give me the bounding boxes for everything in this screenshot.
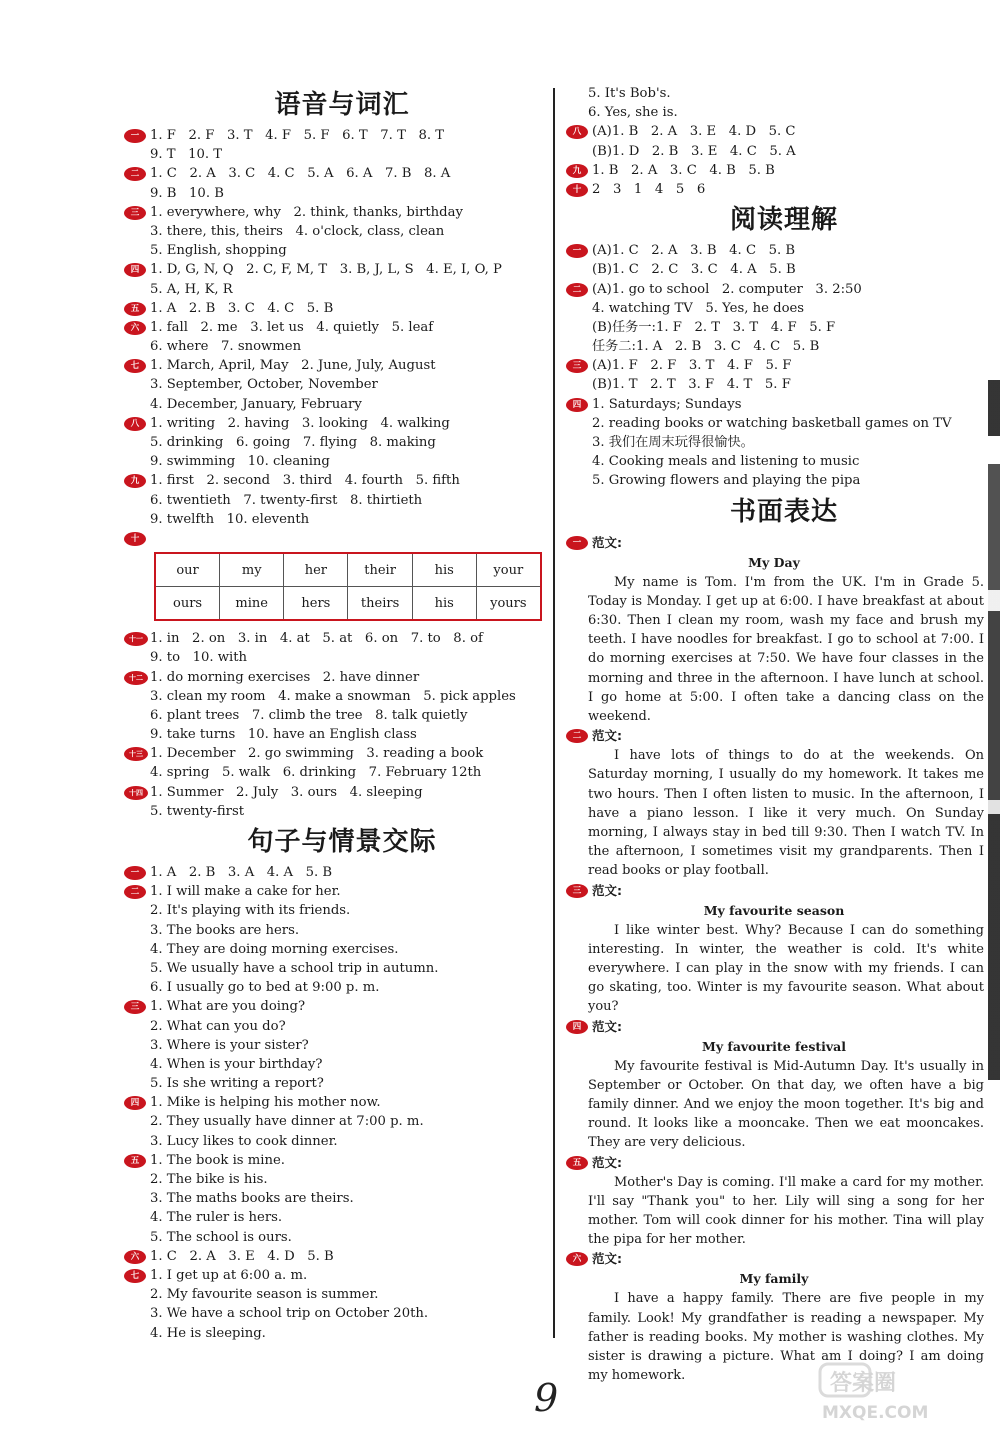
pronoun-table-cell: theirs <box>348 587 412 621</box>
section-number-badge: 五 <box>124 1154 146 1168</box>
pronoun-table-cell: mine <box>220 587 284 621</box>
answer-text: 6. Yes, she is. <box>588 105 678 121</box>
pronoun-table-cell: his <box>412 553 476 587</box>
section-number-badge: 三 <box>566 884 588 898</box>
answer-text: 9. twelfth 10. eleventh <box>150 511 310 527</box>
answer-text: (A)1. C 2. A 3. B 4. C 5. B <box>592 243 796 259</box>
answer-line <box>122 1151 542 1170</box>
answer-line <box>564 318 984 337</box>
answer-text: 9. swimming 10. cleaning <box>150 454 330 470</box>
section-heading: 书面表达 <box>729 496 838 527</box>
answer-line <box>564 452 984 471</box>
essay-text: I have lots of things to do at the weekends. On Saturday morning, I usually do my homework. It takes me two hours. Then I often listen to music. In the afternoon, I have a piano lesson. I like it very much. On Sunday morning, I always stay in bed till 9:30. Then I watch TV. In the afternoon, I sometimes visit my grandparents. Then I read books or play football. <box>588 748 984 879</box>
answer-text: 1. A 2. B 3. A 4. A 5. B <box>150 865 333 880</box>
answer-text: 2. It's playing with its friends. <box>150 903 351 919</box>
answer-line <box>122 1228 542 1247</box>
answer-line <box>122 1266 542 1285</box>
answer-text: 1. December 2. go swimming 3. reading a book <box>150 746 484 762</box>
answer-line <box>122 940 542 959</box>
section-number-badge: 四 <box>124 263 146 277</box>
right-column <box>564 84 984 1385</box>
answer-line <box>122 1017 542 1036</box>
column-divider <box>553 88 555 1338</box>
answer-text: (B)1. T 2. T 3. F 4. T 5. F <box>592 377 791 393</box>
pronoun-table-cell: your <box>476 553 541 587</box>
section-number-badge: 七 <box>124 359 146 373</box>
answer-text: 4. spring 5. walk 6. drinking 7. February 12th <box>150 765 482 781</box>
answer-line <box>122 414 542 433</box>
answer-text: 1. first 2. second 3. third 4. fourth 5. fifth <box>150 473 460 489</box>
answer-text: (B)1. D 2. B 3. E 4. C 5. A <box>592 143 796 159</box>
model-essay-label-text: 范文: <box>592 534 622 550</box>
section-heading: 语音与词汇 <box>274 90 410 120</box>
answer-line <box>564 84 984 103</box>
answer-line <box>122 145 542 164</box>
section-number-badge: 八 <box>124 417 146 431</box>
section-number-badge: 十四 <box>124 786 148 800</box>
pronoun-table-cell: yours <box>476 587 541 621</box>
answer-text: 1. do morning exercises 2. have dinner <box>150 669 420 685</box>
model-essay-label <box>564 881 984 901</box>
answer-line <box>122 375 542 394</box>
answer-text: 1. B 2. A 3. C 4. B 5. B <box>592 162 775 178</box>
answer-text: 6. twentieth 7. twenty-first 8. thirtieth <box>150 492 423 508</box>
answer-line <box>122 164 542 183</box>
answer-text: 4. The ruler is hers. <box>150 1210 283 1226</box>
answer-text: 5. The school is ours. <box>150 1229 292 1245</box>
answer-text: 1. What are you doing? <box>150 999 306 1015</box>
answer-line <box>564 180 984 199</box>
section-number-badge: 四 <box>566 1020 588 1034</box>
answer-line <box>564 356 984 375</box>
answer-text: 1. March, April, May 2. June, July, August <box>150 358 436 374</box>
section-number-badge: 一 <box>124 129 146 143</box>
answer-text: 3. clean my room 4. make a snowman 5. pick apples <box>150 688 516 704</box>
answer-text: 2. They usually have dinner at 7:00 p. m. <box>150 1114 424 1130</box>
answer-line <box>564 299 984 318</box>
section-number-badge: 五 <box>124 302 146 316</box>
answer-text: 1. everywhere, why 2. think, thanks, birthday <box>150 204 463 220</box>
pronoun-table-row <box>155 553 541 587</box>
section-number-badge: 七 <box>124 1269 146 1283</box>
answer-line <box>564 103 984 122</box>
answer-text: 4. Cooking meals and listening to music <box>592 454 860 470</box>
model-essay-label <box>564 1017 984 1037</box>
essay-title: My favourite season <box>703 902 845 918</box>
model-essay-label-text: 范文: <box>592 1251 622 1267</box>
answer-line <box>122 529 542 548</box>
answer-text: (B)1. C 2. C 3. C 4. A 5. B <box>592 262 796 278</box>
answer-text: 6. I usually go to bed at 9:00 p. m. <box>150 980 380 996</box>
section-number-badge: 四 <box>566 398 588 412</box>
answer-text: 1. F 2. F 3. T 4. F 5. F 6. T 7. T 8. T <box>150 128 445 143</box>
section-number-badge: 九 <box>566 164 588 178</box>
answer-text: 4. He is sleeping. <box>150 1325 266 1341</box>
answer-text: 9. to 10. with <box>150 650 248 666</box>
section-number-badge: 八 <box>566 125 588 139</box>
answer-line <box>122 882 542 901</box>
answer-text: 1. D, G, N, Q 2. C, F, M, T 3. B, J, L, S 4. E, I, O, P <box>150 262 502 278</box>
answer-text: 2 3 1 4 5 6 <box>592 181 706 197</box>
answer-line <box>122 802 542 821</box>
answer-text: 5. twenty-first <box>150 803 245 819</box>
answer-line <box>564 471 984 490</box>
model-essay-label-text: 范文: <box>592 728 622 744</box>
section-heading: 句子与情景交际 <box>247 827 437 857</box>
answer-line <box>122 1132 542 1151</box>
answer-line <box>122 126 542 145</box>
section-number-badge: 四 <box>124 1096 146 1110</box>
section-number-badge: 六 <box>566 1252 588 1266</box>
answer-line <box>122 491 542 510</box>
essay-paragraph <box>564 746 984 880</box>
answer-text: (A)1. go to school 2. computer 3. 2:50 <box>592 281 862 297</box>
answer-line <box>122 1324 542 1343</box>
section-number-badge: 九 <box>124 474 146 488</box>
section-number-badge: 二 <box>566 283 588 297</box>
answer-line <box>122 1093 542 1112</box>
watermark-top-text: 答案圈 <box>830 1371 897 1396</box>
pronoun-table-cell: his <box>412 587 476 621</box>
answer-text: 9. B 10. B <box>150 185 224 201</box>
page-edge-strip <box>988 380 1000 1080</box>
answer-text: 1. Mike is helping his mother now. <box>150 1095 381 1111</box>
model-essay-label <box>564 726 984 746</box>
essay-text: Mother's Day is coming. I'll make a card for my mother. I'll say "Thank you" to her. Lily will sing a song for her mother. Tom will cook dinner for his mother. Tina will play the pipa for her mother. <box>588 1174 984 1248</box>
answer-line <box>122 222 542 241</box>
answer-text: 5. It's Bob's. <box>588 86 671 101</box>
left-column <box>122 84 542 1343</box>
answer-line <box>564 433 984 452</box>
answer-line <box>122 744 542 763</box>
answer-line <box>122 901 542 920</box>
answer-text: 2. reading books or watching basketball games on TV <box>592 415 952 431</box>
section-number-badge: 一 <box>566 536 588 550</box>
answer-text: 4. December, January, February <box>150 396 362 412</box>
section-number-badge: 十 <box>124 532 146 546</box>
answer-line <box>122 184 542 203</box>
answer-line <box>122 978 542 997</box>
section-number-badge: 十一 <box>124 632 148 646</box>
answer-line <box>122 763 542 782</box>
answer-line <box>122 1112 542 1131</box>
answer-text: 5. Growing flowers and playing the pipa <box>592 473 861 489</box>
answer-text: 3. 我们在周末玩得很愉快。 <box>592 435 754 450</box>
answer-line <box>122 510 542 529</box>
answer-line <box>122 706 542 725</box>
answer-line <box>122 959 542 978</box>
essay-paragraph <box>564 921 984 1017</box>
answer-line <box>122 1036 542 1055</box>
answer-line <box>122 433 542 452</box>
answer-line <box>122 997 542 1016</box>
model-essay-label-text: 范文: <box>592 1154 622 1170</box>
answer-line <box>122 863 542 882</box>
answer-line <box>122 260 542 279</box>
answer-line <box>564 122 984 141</box>
section-number-badge: 二 <box>124 885 146 899</box>
answer-text: 1. C 2. A 3. E 4. D 5. B <box>150 1248 334 1264</box>
answer-text: 1. in 2. on 3. in 4. at 5. at 6. on 7. to 8. of <box>150 631 483 647</box>
essay-title: My favourite festival <box>701 1038 847 1054</box>
answer-line <box>122 1055 542 1074</box>
answer-text: 1. Summer 2. July 3. ours 4. sleeping <box>150 784 423 800</box>
answer-text: 6. where 7. snowmen <box>150 339 302 355</box>
answer-line <box>122 241 542 260</box>
answer-text: 2. The bike is his. <box>150 1172 268 1187</box>
watermark-logo <box>818 1362 988 1422</box>
pronoun-table-cell: ours <box>155 587 220 621</box>
answer-line <box>122 452 542 471</box>
answer-line <box>122 356 542 375</box>
section-number-badge: 一 <box>566 244 588 258</box>
answer-line <box>122 648 542 667</box>
answer-line <box>122 280 542 299</box>
model-essay-label <box>564 533 984 553</box>
answer-text: 4. When is your birthday? <box>150 1056 323 1072</box>
answer-line <box>122 921 542 940</box>
answer-text: 1. I will make a cake for her. <box>150 884 341 900</box>
model-essay-label-text: 范文: <box>592 882 622 898</box>
model-essay-label <box>564 1249 984 1269</box>
answer-text: 3. We have a school trip on October 20th. <box>150 1306 429 1322</box>
section-number-badge: 一 <box>124 866 146 880</box>
pronoun-table-cell: her <box>284 553 348 587</box>
answer-line <box>564 260 984 279</box>
answer-text: 1. writing 2. having 3. looking 4. walking <box>150 415 450 431</box>
answer-text: 3. Where is your sister? <box>150 1037 309 1053</box>
answer-text: 3. September, October, November <box>150 377 378 393</box>
answer-text: 3. there, this, theirs 4. o'clock, class, clean <box>150 223 445 239</box>
section-number-badge: 三 <box>566 359 588 373</box>
answer-line <box>564 280 984 299</box>
answer-line <box>564 414 984 433</box>
essay-paragraph <box>564 573 984 727</box>
answer-line <box>122 203 542 222</box>
answer-text: 4. watching TV 5. Yes, he does <box>592 300 805 316</box>
answer-text: 1. fall 2. me 3. let us 4. quietly 5. leaf <box>150 319 434 335</box>
model-essay-label-text: 范文: <box>592 1018 622 1034</box>
answer-line <box>122 1074 542 1093</box>
answer-text: 2. What can you do? <box>150 1018 286 1034</box>
essay-text: My name is Tom. I'm from the UK. I'm in Grade 5. Today is Monday. I get up at 6:00. I have breakfast at about 6:30. Then I clean my room, wash my face and brush my teeth. I have noodles for breakfast. I go to school at 7:00. I do morning exercises at 7:50. We have four classes in the morning and three in the afternoon. I have lunch at school. I go home at 5:00. I often take a dancing class on the weekend. <box>588 574 984 724</box>
answer-text: (B)任务一:1. F 2. T 3. T 4. F 5. F <box>592 319 836 335</box>
answer-line <box>122 1247 542 1266</box>
section-number-badge: 三 <box>124 1000 146 1014</box>
pronoun-table-cell: our <box>155 553 220 587</box>
answer-text: 3. The maths books are theirs. <box>150 1191 354 1207</box>
answer-text: 9. take turns 10. have an English class <box>150 727 417 743</box>
answer-line <box>564 375 984 394</box>
section-number-badge: 十二 <box>124 671 148 685</box>
answer-text: 5. A, H, K, R <box>150 281 233 297</box>
answer-text: 2. My favourite season is summer. <box>150 1287 379 1303</box>
pronoun-table-cell: my <box>220 553 284 587</box>
section-number-badge: 六 <box>124 1250 146 1264</box>
answer-line <box>122 337 542 356</box>
pronoun-table-row <box>155 587 541 621</box>
essay-title: My Day <box>748 554 800 570</box>
answer-text: 5. drinking 6. going 7. flying 8. making <box>150 435 436 450</box>
answer-line <box>564 142 984 161</box>
answer-line <box>122 1285 542 1304</box>
answer-line <box>564 161 984 180</box>
watermark-bottom-text: MXQE.COM <box>822 1403 929 1422</box>
answer-text: 4. They are doing morning exercises. <box>150 941 399 957</box>
essay-text: My favourite festival is Mid-Autumn Day. It's usually in September or October. On that day, we often have a big family dinner. And we enjoy the moon together. It's big and round. It looks like a mooncake. Then we eat mooncakes. They are very delicious. <box>588 1058 984 1151</box>
answer-line <box>564 395 984 414</box>
pronoun-table <box>154 552 542 621</box>
essay-text: I like winter best. Why? Because I can do something interesting. In winter, the weather is cold. It's white everywhere. I can play in the snow with my friends. I can go skating, too. Winter is my favourite season. What about you? <box>588 922 984 1015</box>
answer-text: 6. plant trees 7. climb the tree 8. talk quietly <box>150 707 468 723</box>
section-number-badge: 十三 <box>124 747 148 761</box>
answer-line <box>122 1304 542 1323</box>
answer-text: 1. I get up at 6:00 a. m. <box>150 1267 308 1283</box>
answer-line <box>564 241 984 260</box>
answer-text: 1. The book is mine. <box>150 1152 285 1168</box>
section-heading: 阅读理解 <box>729 205 838 236</box>
answer-line <box>564 337 984 356</box>
essay-paragraph <box>564 1057 984 1153</box>
answer-text: (A)1. B 2. A 3. E 4. D 5. C <box>592 124 796 140</box>
answer-line <box>122 318 542 337</box>
essay-text: I have a happy family. There are five people in my family. Look! My grandfather is reading a newspaper. My father is reading books. My mother is washing clothes. My sister is drawing a picture. What am I doing? I am doing my homework. <box>588 1291 984 1384</box>
essay-paragraph <box>564 1173 984 1250</box>
answer-line <box>122 629 542 648</box>
pronoun-table-cell: their <box>348 553 412 587</box>
answer-text: 5. We usually have a school trip in autumn. <box>150 960 439 976</box>
answer-text: 3. The books are hers. <box>150 922 300 938</box>
answer-text: 任务二:1. A 2. B 3. C 4. C 5. B <box>592 339 820 355</box>
answer-line <box>122 395 542 414</box>
answer-text: 5. Is she writing a report? <box>150 1076 324 1092</box>
answer-line <box>122 668 542 687</box>
answer-line <box>122 471 542 490</box>
section-number-badge: 二 <box>566 729 588 743</box>
section-number-badge: 六 <box>124 321 146 335</box>
essay-title: My family <box>739 1271 809 1287</box>
answer-text: 1. Saturdays; Sundays <box>592 396 742 412</box>
answer-text: 1. A 2. B 3. C 4. C 5. B <box>150 300 334 316</box>
pronoun-table-wrap <box>154 552 542 621</box>
answer-line <box>122 1170 542 1189</box>
answer-text: 1. C 2. A 3. C 4. C 5. A 6. A 7. B 8. A <box>150 166 451 182</box>
section-number-badge: 二 <box>124 167 146 181</box>
answer-line <box>122 687 542 706</box>
page-number: 9 <box>534 1376 559 1420</box>
answer-line <box>122 1208 542 1227</box>
answer-text: 5. English, shopping <box>150 243 287 259</box>
answer-line <box>122 783 542 802</box>
answer-line <box>122 725 542 744</box>
pronoun-table-cell: hers <box>284 587 348 621</box>
section-number-badge: 三 <box>124 206 146 220</box>
answer-text: (A)1. F 2. F 3. T 4. F 5. F <box>592 358 792 374</box>
answer-text: 3. Lucy likes to cook dinner. <box>150 1133 338 1149</box>
answer-line <box>122 1189 542 1208</box>
answer-line <box>122 299 542 318</box>
answer-text: 9. T 10. T <box>150 147 223 163</box>
model-essay-label <box>564 1153 984 1173</box>
section-number-badge: 五 <box>566 1156 588 1170</box>
section-number-badge: 十 <box>566 183 588 197</box>
